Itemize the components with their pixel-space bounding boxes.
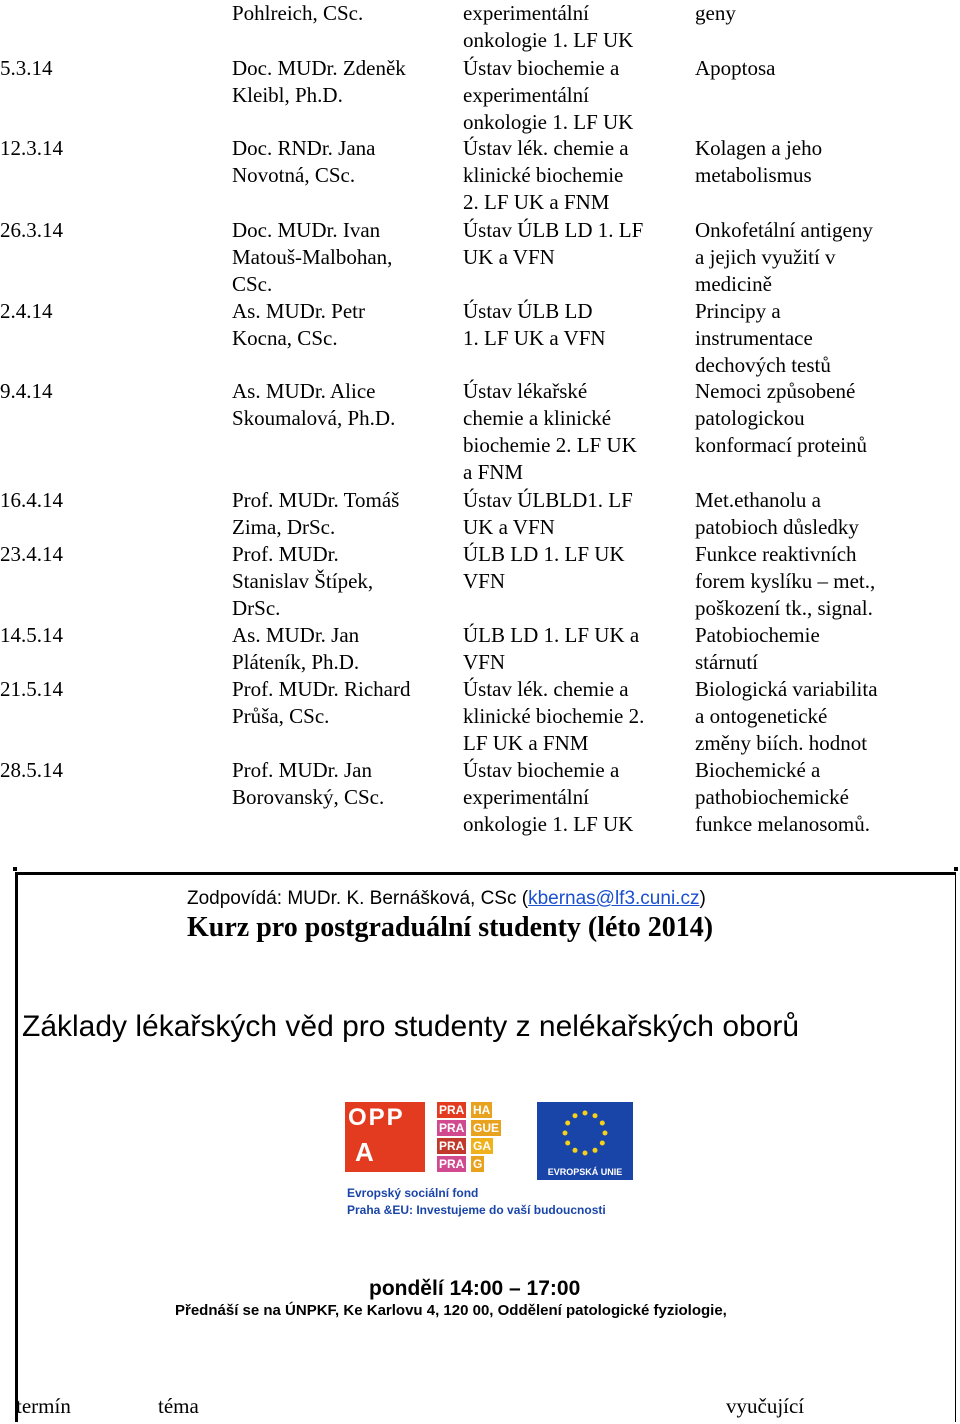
praha-cell: GA <box>473 1139 491 1153</box>
row-institution: ÚLB LD 1. LF UK a VFN <box>463 623 640 674</box>
row-topic: Onkofetální antigeny a jejich využití v medicině <box>695 218 873 296</box>
row-lecturer: Prof. MUDr. Jan Borovanský, CSc. <box>232 758 385 809</box>
eu-star <box>573 1113 578 1118</box>
praha-cell: GUE <box>473 1121 500 1135</box>
eu-label: EVROPSKÁ UNIE <box>537 1164 633 1180</box>
row-date: 26.3.14 <box>0 218 63 242</box>
row-date: 9.4.14 <box>0 379 53 403</box>
opp-a-logo: OPP A <box>345 1102 425 1172</box>
row-date: 14.5.14 <box>0 623 63 647</box>
row-lecturer: Pohlreich, CSc. <box>232 1 364 25</box>
column-header-topic: téma <box>158 1394 199 1418</box>
row-date: 28.5.14 <box>0 758 63 782</box>
row-lecturer: Prof. MUDr. Stanislav Štípek, DrSc. <box>232 542 374 620</box>
row-date: 21.5.14 <box>0 677 63 701</box>
praha-cell: PRA <box>439 1121 465 1135</box>
row-lecturer: Prof. MUDr. Tomáš Zima, DrSc. <box>232 488 400 539</box>
row-topic: Principy a instrumentace dechových testů <box>695 299 831 377</box>
eu-star <box>600 1141 605 1146</box>
row-institution: experimentální onkologie 1. LF UK <box>463 1 634 52</box>
row-topic: Met.ethanolu a patobioch důsledky <box>695 488 859 539</box>
row-institution: ÚLB LD 1. LF UK VFN <box>463 542 625 593</box>
eu-star <box>593 1148 598 1153</box>
row-lecturer: As. MUDr. Petr Kocna, CSc. <box>232 299 366 350</box>
row-lecturer: Doc. RNDr. Jana Novotná, CSc. <box>232 136 376 187</box>
row-topic: Nemoci způsobené patologickou konformací proteinů <box>695 379 868 457</box>
row-institution: Ústav lékařské chemie a klinické biochemie 2. LF UK a FNM <box>463 379 637 484</box>
column-header-lecturer: vyučující <box>726 1394 805 1418</box>
row-institution: Ústav ÚLBLD1. LF UK a VFN <box>463 488 633 539</box>
row-lecturer: Doc. MUDr. Ivan Matouš-Malbohan, CSc. <box>232 218 393 296</box>
logo-caption-2: Praha &EU: Investujeme do vaší budoucnosti <box>347 1203 606 1217</box>
row-lecturer: Doc. MUDr. Zdeněk Kleibl, Ph.D. <box>232 56 406 107</box>
row-topic: Kolagen a jeho metabolismus <box>695 136 823 187</box>
praha-cell: PRA <box>439 1139 465 1153</box>
row-topic: Funkce reaktivních forem kyslíku – met., poškození tk., signal. <box>695 542 876 620</box>
email-link[interactable]: kbernas@lf3.cuni.cz <box>528 888 700 909</box>
eu-star <box>583 1111 588 1116</box>
row-lecturer: Prof. MUDr. Richard Průša, CSc. <box>232 677 411 728</box>
row-institution: Ústav lék. chemie a klinické biochemie 2. LF UK a FNM <box>463 136 629 214</box>
eu-stars-icon <box>537 1102 633 1164</box>
praha-cell: PRA <box>439 1103 465 1117</box>
eu-star <box>565 1121 570 1126</box>
eu-flag <box>537 1102 633 1164</box>
row-institution: Ústav lék. chemie a klinické biochemie 2. LF UK a FNM <box>463 677 645 755</box>
row-date: 5.3.14 <box>0 56 53 80</box>
eu-star <box>563 1131 568 1136</box>
eu-star <box>583 1151 588 1156</box>
eu-star <box>603 1131 608 1136</box>
praha-logo <box>437 1102 501 1174</box>
praha-cell: HA <box>473 1103 491 1117</box>
eu-flag-logo <box>537 1102 633 1180</box>
row-date: 2.4.14 <box>0 299 53 323</box>
row-topic: Biochemické a pathobiochemické funkce melanosomů. <box>695 758 870 836</box>
row-date: 16.4.14 <box>0 488 63 512</box>
eu-star <box>600 1121 605 1126</box>
row-topic: Biologická variabilita a ontogenetické změny biích. hodnot <box>695 677 878 755</box>
row-topic: Apoptosa <box>695 56 776 80</box>
course-subtitle: Základy lékařských věd pro studenty z nelékařských oborů <box>22 1010 800 1043</box>
responsible-person: Zodpovídá: MUDr. K. Bernášková, CSc (kbernas@lf3.cuni.cz) <box>187 888 706 909</box>
row-institution: Ústav biochemie a experimentální onkologie 1. LF UK <box>463 56 634 134</box>
row-institution: Ústav ÚLB LD 1. LF UK a VFN <box>463 218 644 269</box>
corner-dot-left <box>13 867 17 871</box>
row-institution: Ústav ÚLB LD 1. LF UK a VFN <box>463 299 606 350</box>
session-place: Přednáší se na ÚNPKF, Ke Karlovu 4, 120 00, Oddělení patologické fyziologie, <box>175 1302 727 1319</box>
session-time: pondělí 14:00 – 17:00 <box>369 1277 581 1300</box>
column-header-term: termín <box>16 1394 71 1418</box>
row-institution: Ústav biochemie a experimentální onkologie 1. LF UK <box>463 758 634 836</box>
eu-star <box>593 1113 598 1118</box>
row-topic: Patobiochemie stárnutí <box>695 623 820 674</box>
row-date: 23.4.14 <box>0 542 63 566</box>
praha-cell: PRA <box>439 1157 465 1171</box>
logo-caption-1: Evropský sociální fond <box>347 1186 479 1200</box>
course-title: Kurz pro postgraduální studenty (léto 2014) <box>187 912 714 943</box>
row-date: 12.3.14 <box>0 136 63 160</box>
praha-cell: G <box>473 1157 483 1171</box>
oppa-logo <box>345 1102 635 1222</box>
eu-star <box>573 1148 578 1153</box>
corner-dot-right <box>954 867 958 871</box>
row-lecturer: As. MUDr. Jan Pláteník, Ph.D. <box>232 623 360 674</box>
eu-star <box>565 1141 570 1146</box>
row-lecturer: As. MUDr. Alice Skoumalová, Ph.D. <box>232 379 396 430</box>
row-topic: geny <box>695 1 736 25</box>
